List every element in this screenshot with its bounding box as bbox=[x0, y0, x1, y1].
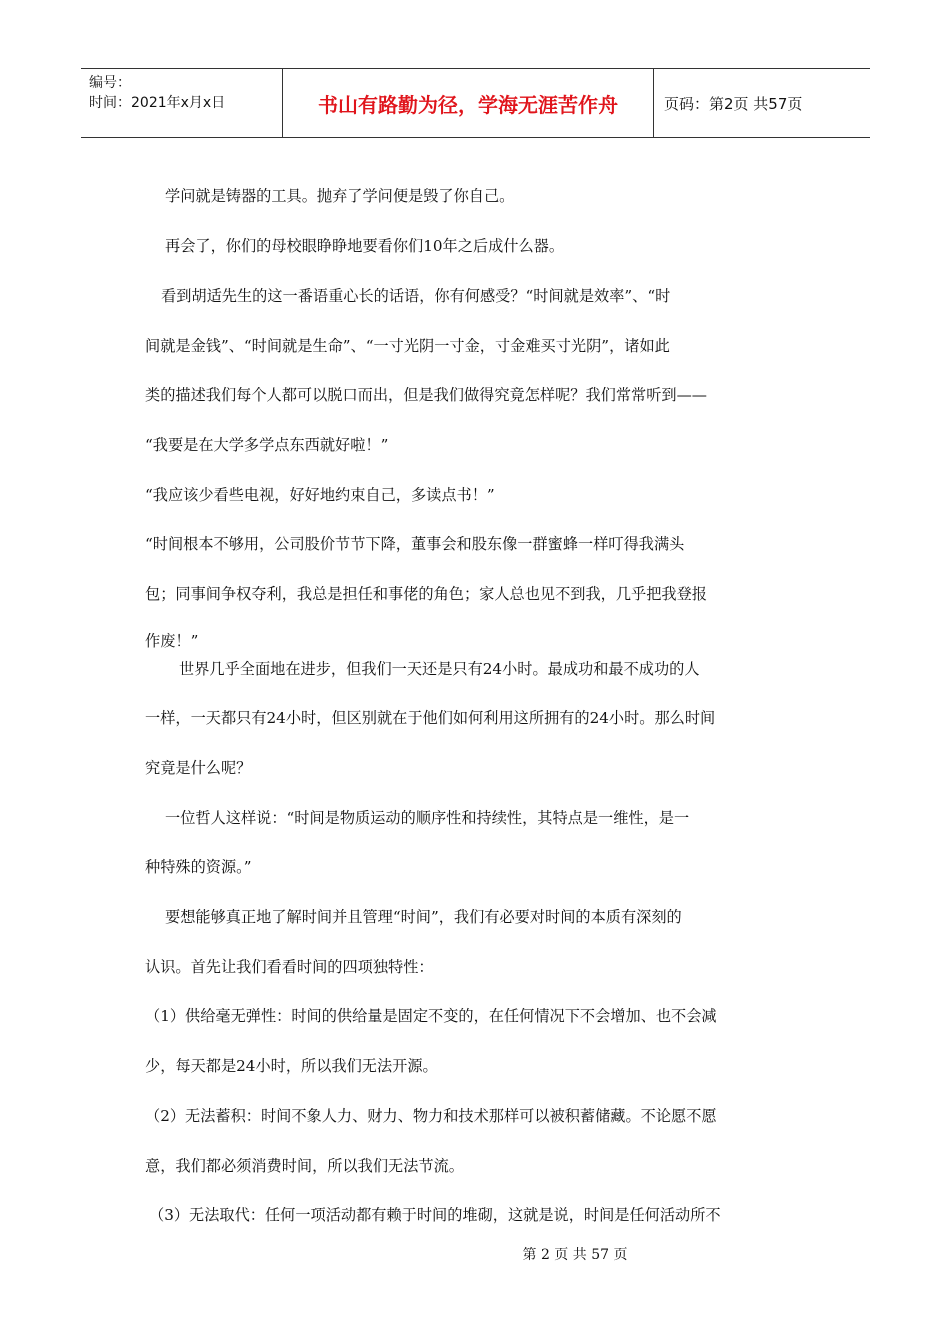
text-line: 认识。首先让我们看看时间的四项独特性： bbox=[145, 958, 434, 976]
text-line: （3）无法取代：任何一项活动都有赖于时间的堆砌，这就是说，时间是任何活动所不 bbox=[149, 1206, 721, 1224]
text-line: 一位哲人这样说：“时间是物质运动的顺序性和持续性，其特点是一维性，是一 bbox=[165, 809, 690, 827]
number-label: 编号： bbox=[89, 75, 131, 91]
time-label: 时间：2021年x月x日 bbox=[89, 95, 226, 111]
text-line: 包；同事间争权夺利，我总是担任和事佬的角色；家人总也见不到我，几乎把我登报 bbox=[145, 585, 707, 603]
text-line: 看到胡适先生的这一番语重心长的话语，你有何感受？“时间就是效率”、“时 bbox=[161, 287, 671, 305]
text-line: 要想能够真正地了解时间并且管理“时间”，我们有必要对时间的本质有深刻的 bbox=[165, 908, 682, 926]
text-line: 类的描述我们每个人都可以脱口而出，但是我们做得究竟怎样呢？我们常常听到—— bbox=[145, 386, 707, 404]
text-line: 意，我们都必须消费时间，所以我们无法节流。 bbox=[145, 1157, 464, 1175]
text-line: 间就是金钱”、“时间就是生命”、“一寸光阴一寸金，寸金难买寸光阴”，诸如此 bbox=[145, 337, 670, 355]
header-motto: 书山有路勤为径，学海无涯苦作舟 bbox=[282, 69, 654, 137]
header-meta bbox=[81, 69, 282, 137]
text-line: “我要是在大学多学点东西就好啦！” bbox=[145, 436, 389, 454]
text-line: 世界几乎全面地在进步，但我们一天还是只有24小时。最成功和最不成功的人 bbox=[179, 660, 700, 678]
text-line: 学问就是铸器的工具。抛弃了学问便是毁了你自己。 bbox=[165, 187, 515, 205]
text-line: 再会了，你们的母校眼睁睁地要看你们10年之后成什么器。 bbox=[165, 237, 565, 255]
page-footer bbox=[0, 1244, 950, 1264]
text-line: 究竟是什么呢？ bbox=[145, 759, 252, 777]
footer-page-number: 第 2 页 共 57 页 bbox=[522, 1247, 628, 1263]
text-line: （1）供给毫无弹性：时间的供给量是固定不变的，在任何情况下不会增加、也不会减 bbox=[145, 1007, 717, 1025]
text-line: 种特殊的资源。” bbox=[145, 858, 252, 876]
page-header bbox=[81, 68, 870, 138]
text-line: 一样，一天都只有24小时，但区别就在于他们如何利用这所拥有的24小时。那么时间 bbox=[145, 709, 716, 727]
text-line: “时间根本不够用，公司股价节节下降，董事会和股东像一群蜜蜂一样叮得我满头 bbox=[145, 535, 685, 553]
text-line: 作废！” bbox=[145, 632, 199, 650]
text-line: 少，每天都是24小时，所以我们无法开源。 bbox=[145, 1057, 438, 1075]
text-line: “我应该少看些电视，好好地约束自己，多读点书！” bbox=[145, 486, 495, 504]
text-line: （2）无法蓄积：时间不象人力、财力、物力和技术那样可以被积蓄储藏。不论愿不愿 bbox=[145, 1107, 717, 1125]
header-page-info: 页码：第2页 共57页 bbox=[664, 94, 803, 113]
